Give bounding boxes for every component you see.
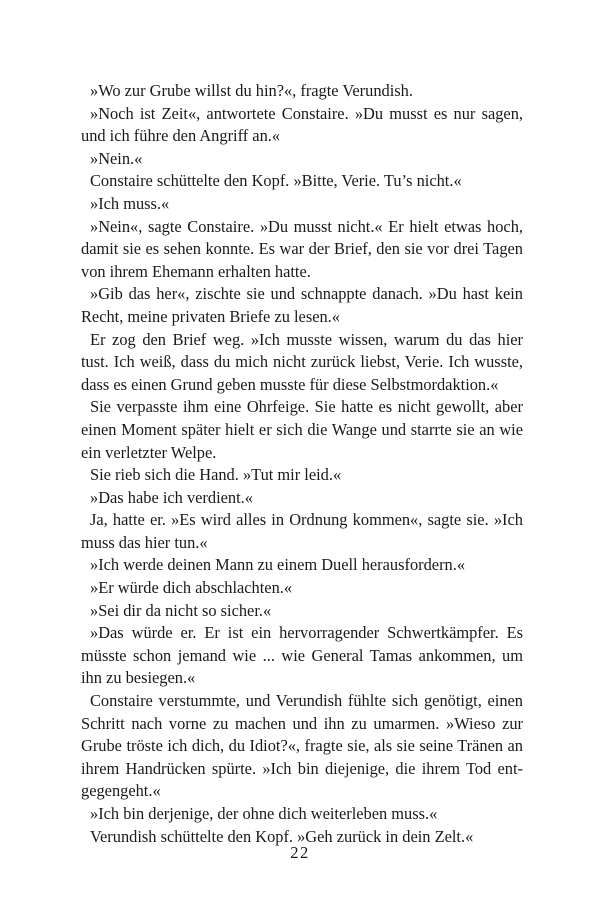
paragraph: »Ich bin derjenige, der ohne dich weiterleben muss.«	[90, 804, 438, 823]
paragraph: »Gib das her«, zischte sie und schnappte danach. »Du hast kein Recht, meine privaten Briefe zu lesen.«	[81, 284, 523, 326]
paragraph: Er zog den Brief weg. »Ich musste wissen, warum du das hier tust. Ich weiß, dass du mich nicht zurück liebst, Verie. Ich wusste, dass es einen Grund geben musste für diese Selbstmordaktion.«	[81, 329, 523, 394]
paragraph: Sie rieb sich die Hand. »Tut mir leid.«	[90, 465, 342, 485]
paragraph: »Nein«, sagte Constaire. »Du musst nicht.« Er hielt etwas hoch, damit sie es sehen konnte. Es war der Brief, den sie vor drei Tagen von ihrem Ehemann erhalten hatte.	[81, 216, 523, 281]
paragraph: »Er würde dich abschlachten.«	[90, 578, 293, 598]
paragraph: »Das habe ich verdient.«	[90, 487, 253, 507]
page-number: 22	[290, 843, 310, 862]
paragraph: »Sei dir da nicht so sicher.«	[90, 600, 272, 620]
paragraph: Ja, hatte er. »Es wird alles in Ordnung kommen«, sagte sie. »Ich muss das hier tun.«	[81, 510, 523, 552]
paragraph: Constaire verstummte, und Verundish fühlte sich genötigt, einen Schritt nach vorne zu machen und ihn zu umarmen. »Wieso zur Grube tröste ich dich, du Idiot?«, fragte sie, als sie seine Tränen an ihrem Handrücken spürte. »Ich bin diejenige, die ihrem Tod entgegengeht.«	[81, 691, 523, 801]
paragraph: »Noch ist Zeit«, antwortete Constaire. »Du musst es nur sagen, und ich führe den Angriff an.«	[81, 103, 523, 146]
paragraph: »Das würde er. Er ist ein hervorragender Schwertkämpfer. Es müsste schon jemand wie ... wie General Tamas ankommen, um ihn zu besiegen.«	[81, 623, 523, 688]
paragraph: »Ich werde deinen Mann zu einem Duell herausfordern.«	[90, 555, 466, 575]
paragraph: Constaire schüttelte den Kopf. »Bitte, Verie. Tu’s nicht.«	[90, 171, 462, 191]
paragraph: Verundish schüttelte den Kopf. »Geh zurück in dein Zelt.«	[90, 826, 474, 846]
paragraph: Sie verpasste ihm eine Ohrfeige. Sie hatte es nicht gewollt, aber einen Moment später hielt er sich die Wange und starrte sie an wie ein verletzter Welpe.	[81, 397, 523, 462]
paragraph: »Ich muss.«	[90, 193, 170, 213]
paragraph: »Nein.«	[90, 148, 143, 168]
paragraph: »Wo zur Grube willst du hin?«, fragte Verundish.	[90, 81, 413, 100]
body-text	[81, 80, 523, 848]
